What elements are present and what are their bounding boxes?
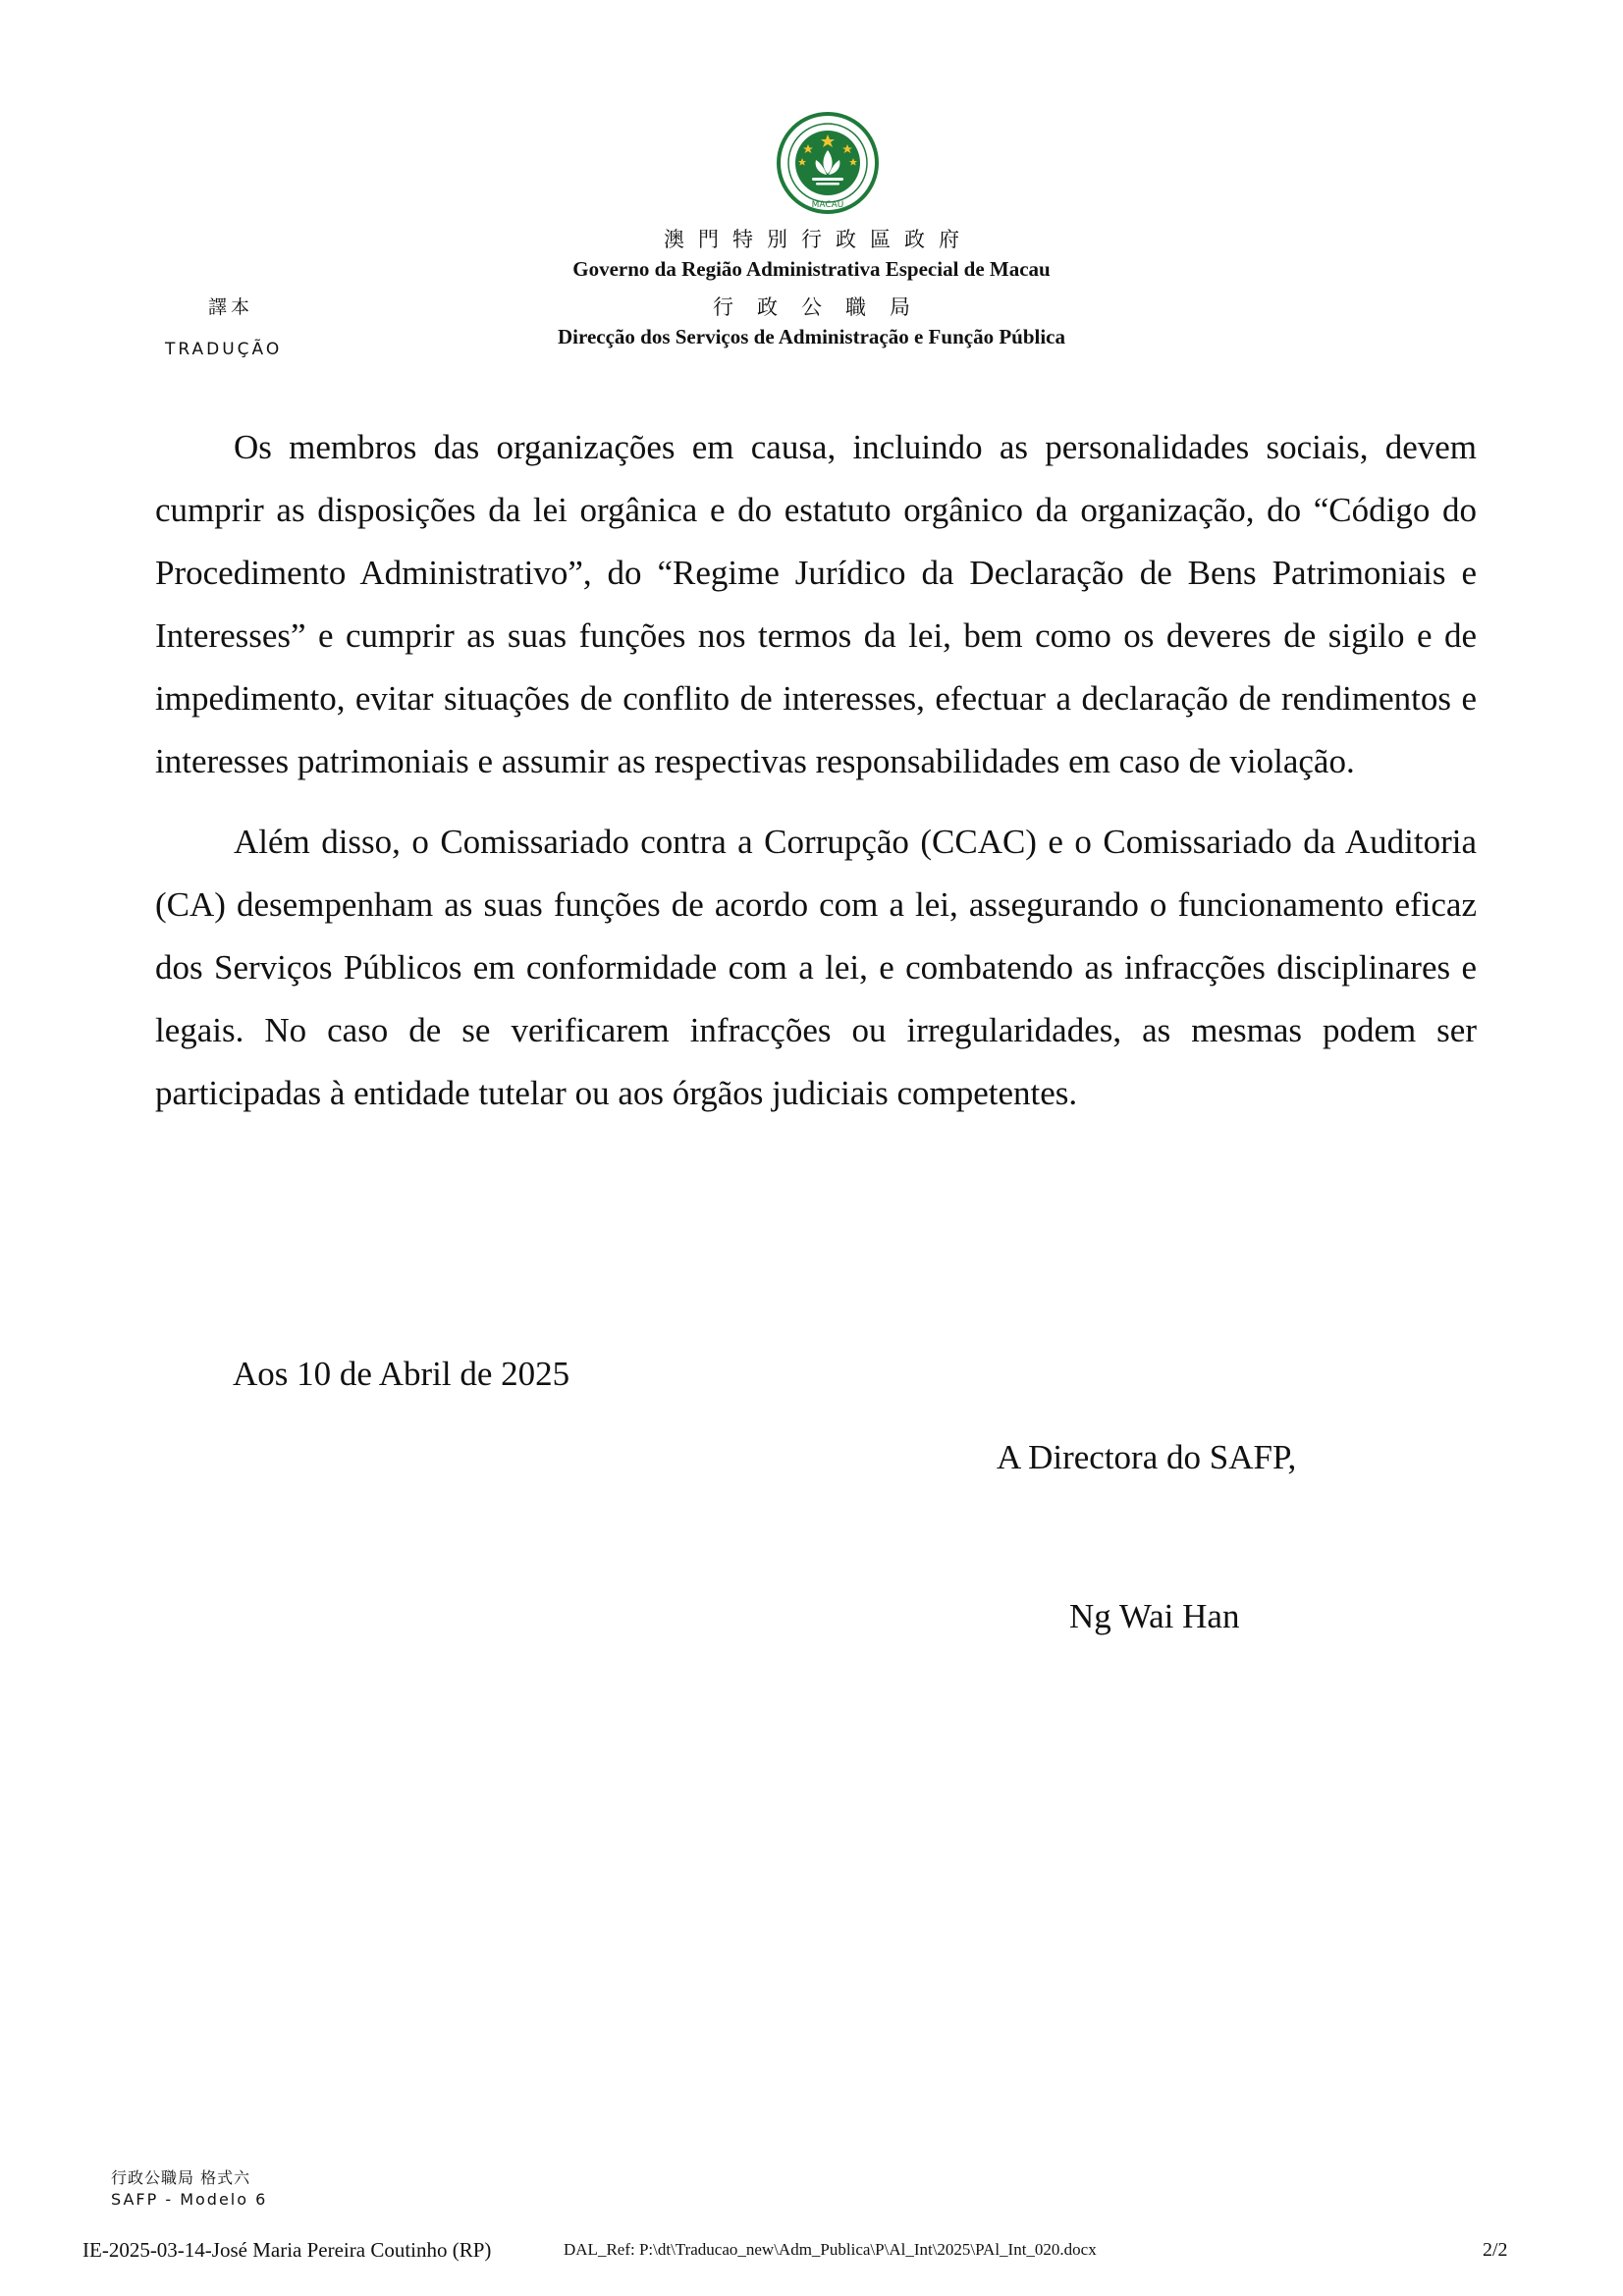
form-model-portuguese: SAFP - Modelo 6	[111, 2190, 268, 2209]
translation-label-portuguese: TRADUÇÃO	[165, 340, 283, 359]
body-paragraph: Os membros das organizações em causa, incluindo as personalidades sociais, devem cumprir as disposições da lei orgânica e do estatuto orgânico da organização, do “Código do Procedimento Administrativo”, do “Regime Jurídico da Declaração de Bens Patrimoniais e Interesses” e cumprir as suas funções nos termos da lei, bem como os deveres de sigilo e de impedimento, evitar situações de conflito de interesses, efectuar a declaração de rendimentos e interesses patrimoniais e assumir as respectivas responsabilidades em caso de violação.	[155, 428, 1477, 780]
signatory-title: A Directora do SAFP,	[997, 1438, 1297, 1476]
government-name-portuguese: Governo da Região Administrativa Especial de Macau	[572, 257, 1051, 281]
form-model-chinese: 行政公職局 格式六	[111, 2168, 251, 2187]
footer-file-path: DAL_Ref: P:\dt\Traducao_new\Adm_Publica\P\Al_Int\2025\PAl_Int_020.docx	[564, 2240, 1097, 2259]
emblem-text: MACAU	[811, 200, 844, 210]
macau-emblem-logo	[765, 111, 891, 215]
document-body	[155, 416, 1477, 1125]
page-number: 2/2	[1483, 2239, 1508, 2261]
department-name-portuguese: Direcção dos Serviços de Administração e Função Pública	[558, 325, 1065, 348]
body-paragraph: Além disso, o Comissariado contra a Corrupção (CCAC) e o Comissariado da Auditoria (CA) desempenham as suas funções de acordo com a lei, assegurando o funcionamento eficaz dos Serviços Públicos em conformidade com a lei, e combatendo as infracções disciplinares e legais. No caso de se verificarem infracções ou irregularidades, as mesmas podem ser participadas à entidade tutelar ou aos órgãos judiciais competentes.	[155, 823, 1477, 1112]
footer-reference: IE-2025-03-14-José Maria Pereira Coutinho (RP)	[82, 2238, 492, 2262]
document-date: Aos 10 de Abril de 2025	[233, 1355, 570, 1393]
department-name-chinese: 行政公職局	[713, 295, 934, 319]
signatory-name: Ng Wai Han	[1069, 1597, 1240, 1635]
government-name-chinese: 澳門特別行政區政府	[664, 228, 973, 251]
translation-label-chinese: 譯本	[208, 296, 254, 318]
